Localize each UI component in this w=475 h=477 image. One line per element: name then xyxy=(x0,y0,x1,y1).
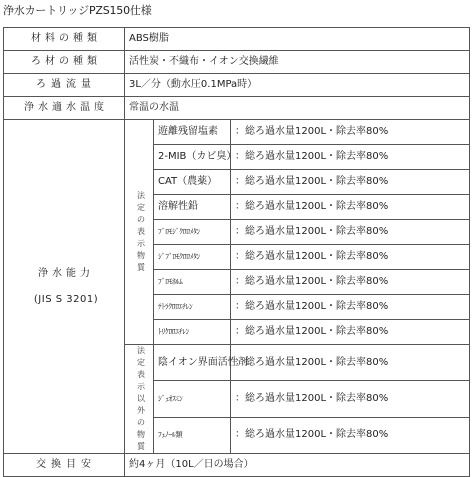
capacity-standard: (JIS S 3201) xyxy=(33,293,99,305)
substance-name: 陰イオン界面活性剤 xyxy=(154,345,231,381)
flow-value: 3L／分（動水圧0.1MPa時） xyxy=(125,74,470,97)
table-row xyxy=(4,454,470,477)
designated-group-label-cell xyxy=(125,120,154,345)
designated-group-label: 法定の表示物質 xyxy=(137,191,145,272)
substance-name: ﾃﾄﾗｸﾛﾛｴﾁﾚﾝ xyxy=(154,295,231,320)
substance-result: ：総ろ過水量1200L・除去率80% xyxy=(231,245,470,270)
capacity-label-cell xyxy=(4,120,125,454)
filter-material-label: ろ材の種類 xyxy=(4,51,125,74)
substance-name: ｼﾞｪｵｽﾐﾝ xyxy=(154,381,231,417)
substance-name: ﾌﾞﾛﾓﾎﾙﾑ xyxy=(154,270,231,295)
substance-result: ：総ろ過水量1200L・除去率80% xyxy=(231,345,470,381)
other-group-label-cell xyxy=(125,345,154,454)
substance-result: ：総ろ過水量1200L・除去率80% xyxy=(231,381,470,417)
replacement-label: 交換目安 xyxy=(4,454,125,477)
substance-name: 溶解性鉛 xyxy=(154,195,231,220)
substance-result: ：総ろ過水量1200L・除去率80% xyxy=(231,295,470,320)
material-label: 材料の種類 xyxy=(4,28,125,51)
table-row xyxy=(4,28,470,51)
water-temp-label: 浄水適水温度 xyxy=(4,97,125,120)
table-row xyxy=(4,120,470,145)
table-row xyxy=(4,51,470,74)
substance-result: ：総ろ過水量1200L・除去率80% xyxy=(231,195,470,220)
substance-result: ：総ろ過水量1200L・除去率80% xyxy=(231,417,470,453)
capacity-label: 浄水能力 xyxy=(38,267,94,279)
substance-result: ：総ろ過水量1200L・除去率80% xyxy=(231,120,470,145)
substance-name: CAT（農薬） xyxy=(154,170,231,195)
substance-name: ｼﾞﾌﾞﾛﾓｸﾛﾛﾒﾀﾝ xyxy=(154,245,231,270)
substance-result: ：総ろ過水量1200L・除去率80% xyxy=(231,170,470,195)
flow-label: ろ過流量 xyxy=(4,74,125,97)
replacement-value: 約4ヶ月（10L／日の場合） xyxy=(125,454,470,477)
table-row xyxy=(4,97,470,120)
substance-result: ：総ろ過水量1200L・除去率80% xyxy=(231,320,470,345)
substance-name: ﾄﾘｸﾛﾛｴﾁﾚﾝ xyxy=(154,320,231,345)
filter-material-value: 活性炭・不織布・イオン交換繊維 xyxy=(125,51,470,74)
substance-name: ﾌｪﾉｰﾙ類 xyxy=(154,417,231,453)
spec-title: 浄水カートリッジPZS150仕様 xyxy=(3,4,152,17)
substance-name: 2-MIB（カビ臭） xyxy=(154,145,231,170)
material-value: ABS樹脂 xyxy=(125,28,470,51)
substance-name: 遊離残留塩素 xyxy=(154,120,231,145)
other-group-label: 法定表示以外の物質 xyxy=(137,346,145,451)
substance-result: ：総ろ過水量1200L・除去率80% xyxy=(231,145,470,170)
substance-name: ﾌﾞﾛﾓｼﾞｸﾛﾛﾒﾀﾝ xyxy=(154,220,231,245)
water-temp-value: 常温の水温 xyxy=(125,97,470,120)
spec-table xyxy=(3,27,470,477)
substance-result: ：総ろ過水量1200L・除去率80% xyxy=(231,220,470,245)
table-row xyxy=(4,74,470,97)
substance-result: ：総ろ過水量1200L・除去率80% xyxy=(231,270,470,295)
